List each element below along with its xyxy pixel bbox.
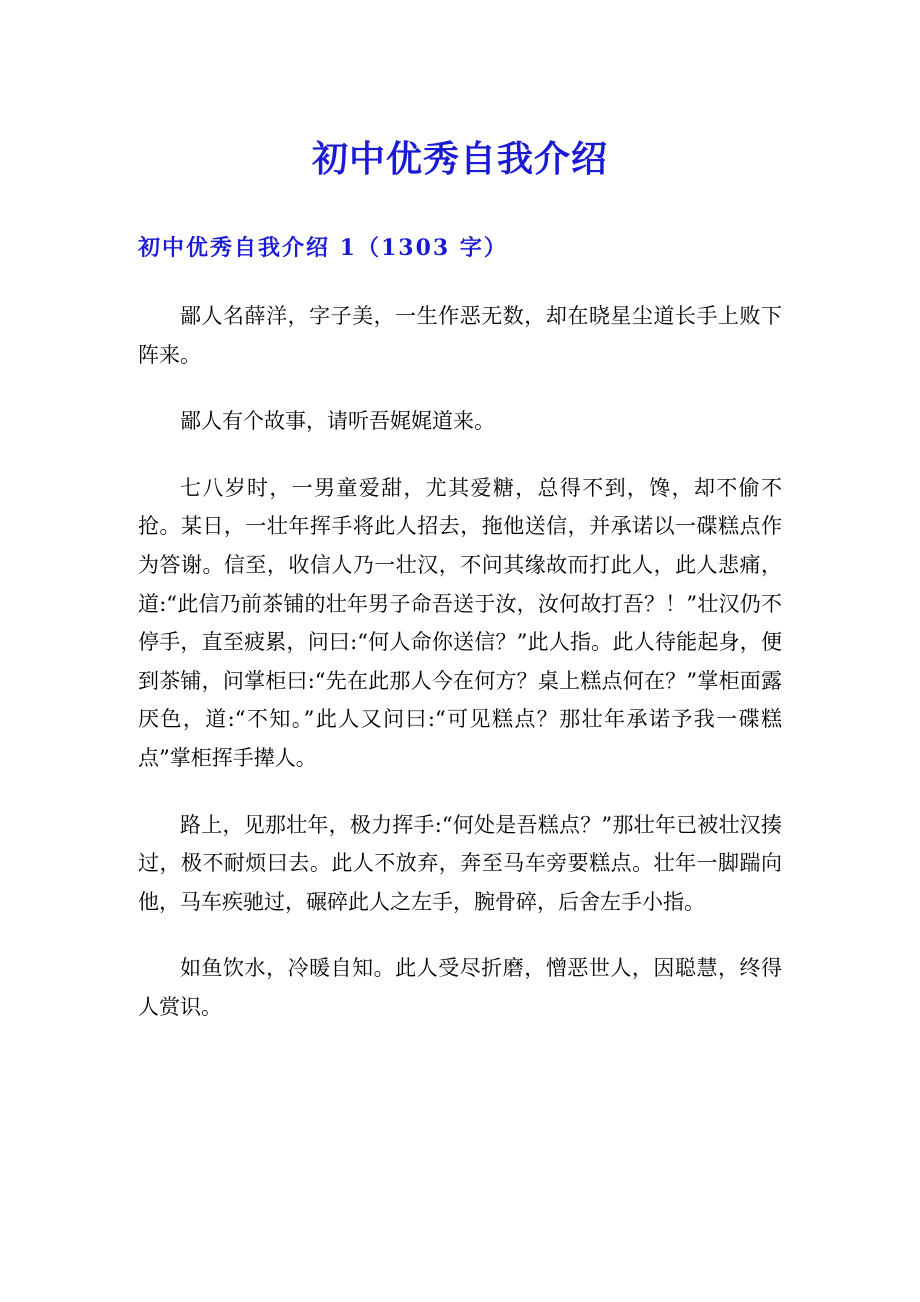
document-body [138, 297, 782, 1055]
paragraph: 如鱼饮水，冷暖自知。此人受尽折磨，憎恶世人，因聪慧，终得人赏识。 [138, 956, 782, 1019]
section-heading: 初中优秀自我介绍 1（1303 字） [138, 235, 508, 261]
paragraph: 鄙人名薛洋，字子美，一生作恶无数，却在晓星尘道长手上败下阵来。 [138, 304, 782, 367]
paragraph: 鄙人有个故事，请听吾娓娓道来。 [180, 409, 495, 434]
paragraph: 七八岁时，一男童爱甜，尤其爱糖，总得不到，馋，却不偷不抢。某日，一壮年挥手将此人招去，拖他送信，并承诺以一碟糕点作为答谢。信至，收信人乃一壮汉，不问其缘故而打此人，此人悲痛，道:“此信乃前茶铺的壮年男子命吾送于汝，汝何故打吾？！”壮汉仍不停手，直至疲累，问曰:“何人命你送信？”此人指。此人待能起身，便到茶铺，问掌柜曰:“先在此那人今在何方？桌上糕点何在？”掌柜面露厌色，道:“不知。”此人又问曰:“可见糕点？那壮年承诺予我一碟糕点”掌柜挥手撵人。 [138, 475, 782, 770]
paragraph: 路上，见那壮年，极力挥手:“何处是吾糕点？”那壮年已被壮汉揍过，极不耐烦曰去。此人不放弃，奔至马车旁要糕点。壮年一脚踹向他，马车疾驰过，碾碎此人之左手，腕骨碎，后舍左手小指。 [138, 812, 782, 914]
document-title: 初中优秀自我介绍 [311, 138, 608, 180]
